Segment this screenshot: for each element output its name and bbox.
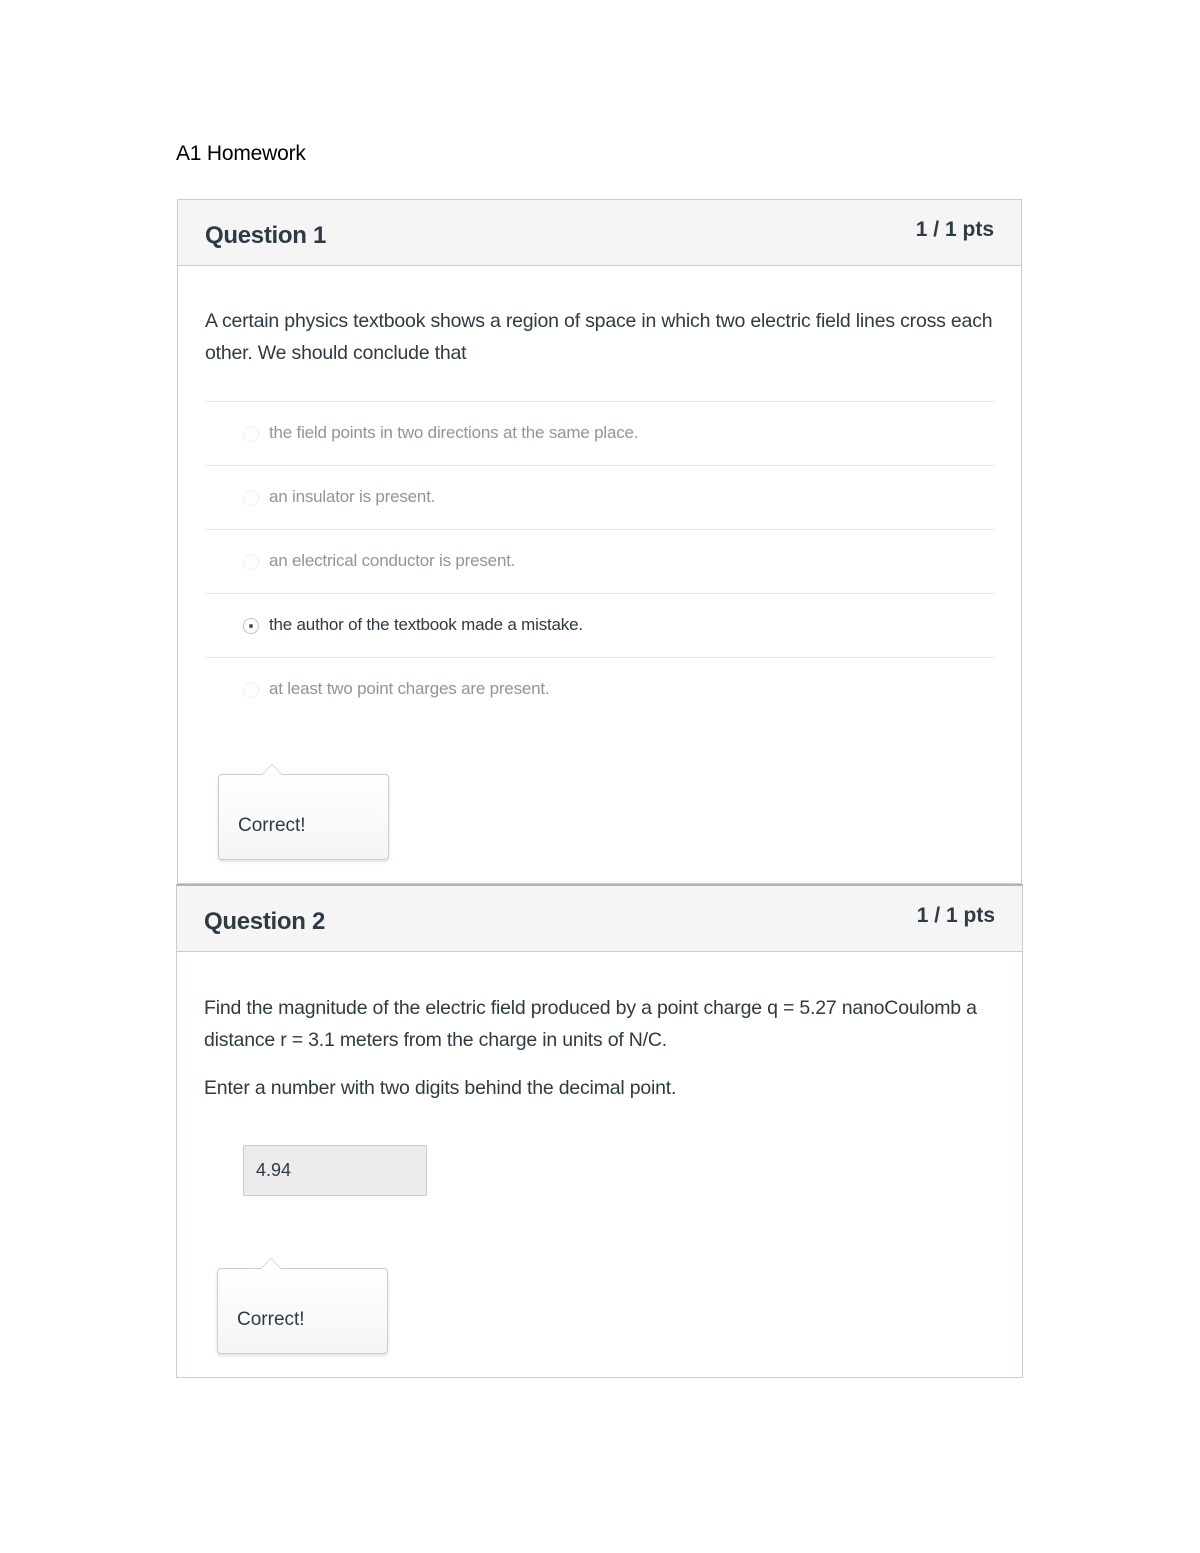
question-2-card [176,884,1023,1378]
answer-label: the field points in two directions at the same place. [269,423,639,442]
question-1-points: 1 / 1 pts [915,218,994,241]
question-1-answers [205,401,995,721]
answer-label: at least two point charges are present. [269,679,550,698]
answer-label: an insulator is present. [269,487,436,506]
feedback-text: Correct! [237,1309,305,1330]
question-2-instruction: Enter a number with two digits behind the decimal point. [204,1077,677,1099]
feedback-text: Correct! [238,815,306,836]
numeric-answer-input[interactable] [243,1145,427,1196]
question-2-text: Find the magnitude of the electric field produced by a point charge q = 5.27 nanoCoulomb a distance r = 3.1 meters from the charge in units of N/C. [204,997,977,1051]
question-1-title: Question 1 [205,222,327,249]
radio-button-selected[interactable] [243,618,259,634]
answer-option[interactable] [205,529,995,593]
answer-label: an electrical conductor is present. [269,551,516,570]
correct-feedback-callout [217,1268,388,1354]
question-2-header [177,886,1022,952]
document-title: A1 Homework [176,142,306,165]
answer-option-selected[interactable] [205,593,995,657]
question-2-points: 1 / 1 pts [916,904,995,927]
question-2-title: Question 2 [204,908,326,935]
answer-option[interactable] [205,465,995,529]
radio-button[interactable] [243,554,259,570]
correct-feedback-callout [218,774,389,860]
question-1-text: A certain physics textbook shows a region of space in which two electric field lines cross each other. We should conclude that [205,310,993,364]
answer-option[interactable] [205,401,995,465]
radio-button[interactable] [243,682,259,698]
answer-label: the author of the textbook made a mistake. [269,615,583,634]
answer-option[interactable] [205,657,995,721]
question-1-header [178,200,1021,266]
radio-button[interactable] [243,490,259,506]
question-1-card [177,199,1022,884]
radio-button[interactable] [243,426,259,442]
